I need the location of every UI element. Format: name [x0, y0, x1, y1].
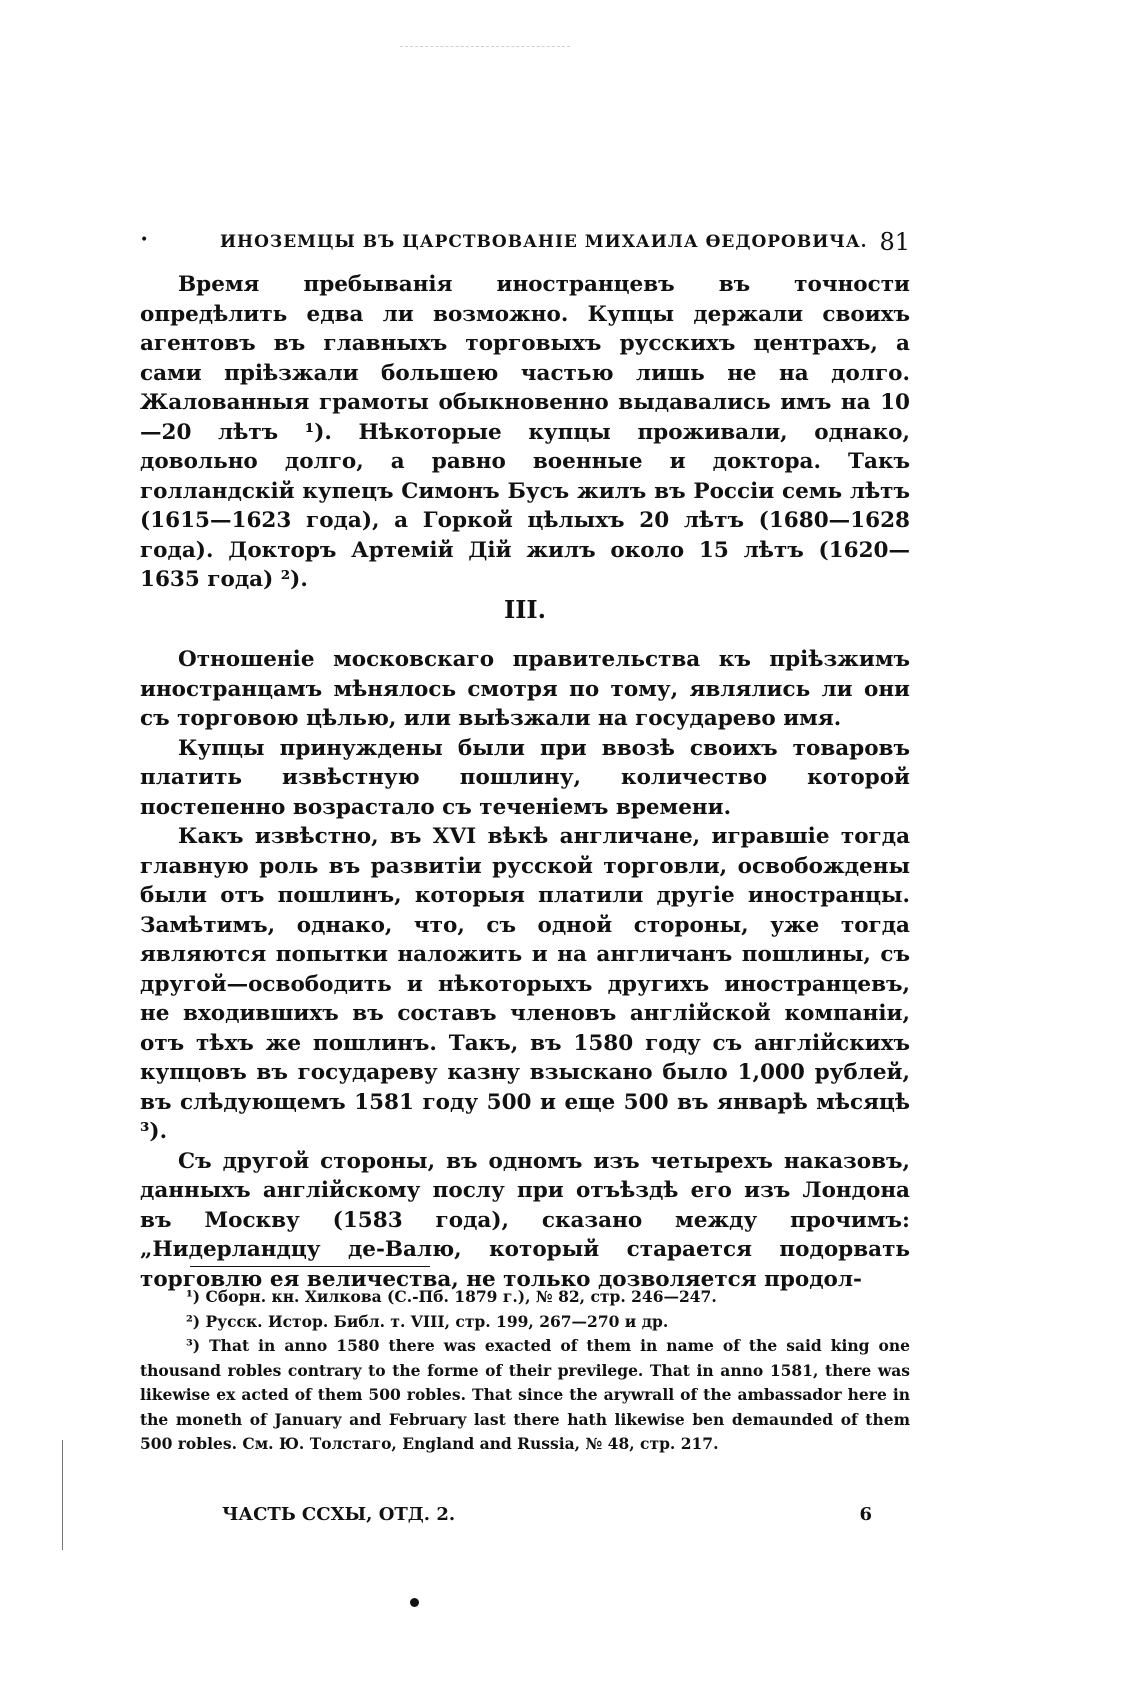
- paragraph-3: Купцы принуждены были при ввозѣ своихъ товаровъ платить извѣстную пошлину, количество которой постепенно возрастало съ теченіемъ времени.: [140, 735, 910, 820]
- paragraph-1: Время пребыванія иностранцевъ въ точности опредѣлить едва ли возможно. Купцы держали своихъ агентовъ въ главныхъ торговыхъ русскихъ центрахъ, а сами прiѣзжали большею частью лишь не на долго. Жалованныя грамоты обыкновенно выдавались имъ на 10—20 лѣтъ ¹). Нѣкоторые купцы проживали, однако, довольно долго, а равно военные и доктора. Такъ голландскій купецъ Симонъ Бусъ жилъ въ Россіи семь лѣтъ (1615—1623 года), а Горкой цѣлыхъ 20 лѣтъ (1680—1628 года). Докторъ Артемій Дій жилъ около 15 лѣтъ (1620—1635 года) ²).: [140, 272, 910, 592]
- footer-part: ЧАСТЬ ССХЫ, ОТД. 2.: [222, 1504, 456, 1525]
- paragraph-2: Отношеніе московскаго правительства къ прiѣзжимъ иностранцамъ мѣнялось смотря по тому, являлись ли они съ торговою цѣлью, или выѣзжали на государево имя.: [140, 647, 910, 731]
- footnote-1: ¹) Сборн. кн. Хилкова (С.-Пб. 1879 г.), № 82, стр. 246—247.: [186, 1287, 717, 1306]
- header-bullet: •: [140, 232, 149, 248]
- footnotes: [140, 1285, 910, 1457]
- paragraph-4: Какъ извѣстно, въ XVI вѣкѣ англичане, игравшіе тогда главную роль въ развитіи русской торговли, освобождены были отъ пошлинъ, которыя платили другіе иностранцы. Замѣтимъ, однако, что, съ одной стороны, уже тогда являются попытки наложить и на англичанъ пошлины, съ другой—освободить и нѣкоторыхъ другихъ иностранцевъ, не входившихъ въ составъ членовъ англійской компаніи, отъ тѣхъ же пошлинъ. Такъ, въ 1580 году съ англійскихъ купцовъ въ государеву казну взыскано было 1,000 рублей, въ слѣдующемъ 1581 году 500 и еще 500 въ январѣ мѣсяцѣ ³).: [140, 824, 910, 1144]
- footnote-3: ³) That in anno 1580 there was exacted of them in name of the said king one thousand robles contrary to the forme of their previlege. That in anno 1581, there was likewise ex acted of them 500 robles. That since the arywrall of the ambassador here in the moneth of January and February last there hath likewise ben demaunded of them 500 robles. См. Ю. Толстаго, England and Russia, № 48, стр. 217.: [140, 1336, 910, 1453]
- paragraph-5: Съ другой стороны, въ одномъ изъ четырехъ наказовъ, данныхъ англійскому послу при отъѣздѣ его изъ Лондона въ Москву (1583 года), сказано между прочимъ: „Нидерландцу де-Валю, который старается подорвать торговлю ея величества, не только дозволяется продол-: [140, 1148, 910, 1292]
- top-scan-mark: [400, 46, 570, 47]
- running-title: ИНОЗЕМЦЫ ВЪ ЦАРСТВОВАНІЕ МИХАИЛА ѲЕДОРОВИЧА.: [220, 232, 868, 252]
- scan-edge-mark: [62, 1440, 63, 1550]
- footnote-rule: [190, 1266, 430, 1267]
- footer-signature: 6: [859, 1504, 872, 1525]
- page-footer: [222, 1504, 872, 1525]
- paragraph-1-block: [140, 270, 910, 595]
- page-number: 81: [879, 228, 910, 256]
- footnote-2: ²) Русск. Истор. Библ. т. VIII, стр. 199, 267—270 и др.: [186, 1311, 669, 1331]
- ink-dot: [410, 1598, 419, 1607]
- running-header: [140, 228, 910, 258]
- main-text-block: [140, 645, 910, 1294]
- section-heading: III.: [503, 595, 547, 624]
